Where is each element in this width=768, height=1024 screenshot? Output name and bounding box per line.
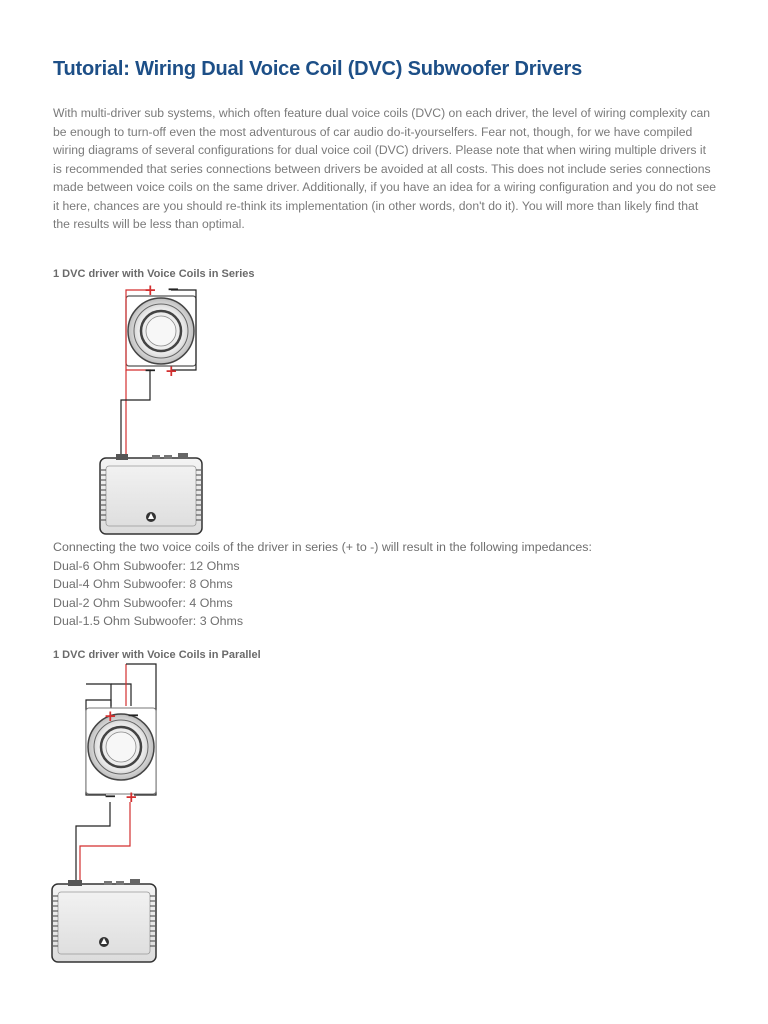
parallel-section-heading: 1 DVC driver with Voice Coils in Parallel [53, 649, 261, 661]
series-result-line: Dual-4 Ohm Subwoofer: 8 Ohms [53, 577, 233, 591]
terminal-negative-bottom: − [144, 361, 157, 379]
series-result-intro: Connecting the two voice coils of the driver in series (+ to -) will result in the following impedances: [53, 540, 592, 554]
series-result-line: Dual-6 Ohm Subwoofer: 12 Ohms [53, 558, 240, 573]
terminal-positive-bottom: + [165, 362, 178, 380]
intro-paragraph: With multi-driver sub systems, which often feature dual voice coils (DVC) on each driver, the level of wiring complexity can be enough to turn-off even the most adventurous of car audio do-it-yourselfers. Fear not, though, for we have compiled wiring diagrams of several configurations for dual voice coil (DVC) drivers. Please note that when wiring multiple drivers it is recommended that series connections between drivers be avoided at all costs. This does not include series connections made between voice coils on the same driver. Additionally, if you have an idea for a wiring configuration and you do not see it here, chances are you should re-think its implementation (in other words, don't do it). You will more than likely find that the results will be less than optimal. [53, 106, 717, 231]
terminal-positive-bottom: + [125, 788, 138, 806]
series-result-line: Dual-2 Ohm Subwoofer: 4 Ohms [53, 595, 233, 610]
terminal-positive-top: + [104, 707, 117, 725]
series-result-line: Dual-1.5 Ohm Subwoofer: 3 Ohms [53, 614, 244, 628]
terminal-positive-top: + [144, 281, 157, 299]
terminal-negative-top: − [167, 280, 180, 298]
series-section-heading: 1 DVC driver with Voice Coils in Series [53, 268, 255, 280]
terminal-negative-top: − [127, 706, 140, 724]
terminal-negative-bottom: − [104, 787, 117, 805]
page-title: Tutorial: Wiring Dual Voice Coil (DVC) Subwoofer Drivers [53, 58, 583, 80]
amplifier [52, 879, 156, 962]
subwoofer-driver [86, 708, 156, 794]
